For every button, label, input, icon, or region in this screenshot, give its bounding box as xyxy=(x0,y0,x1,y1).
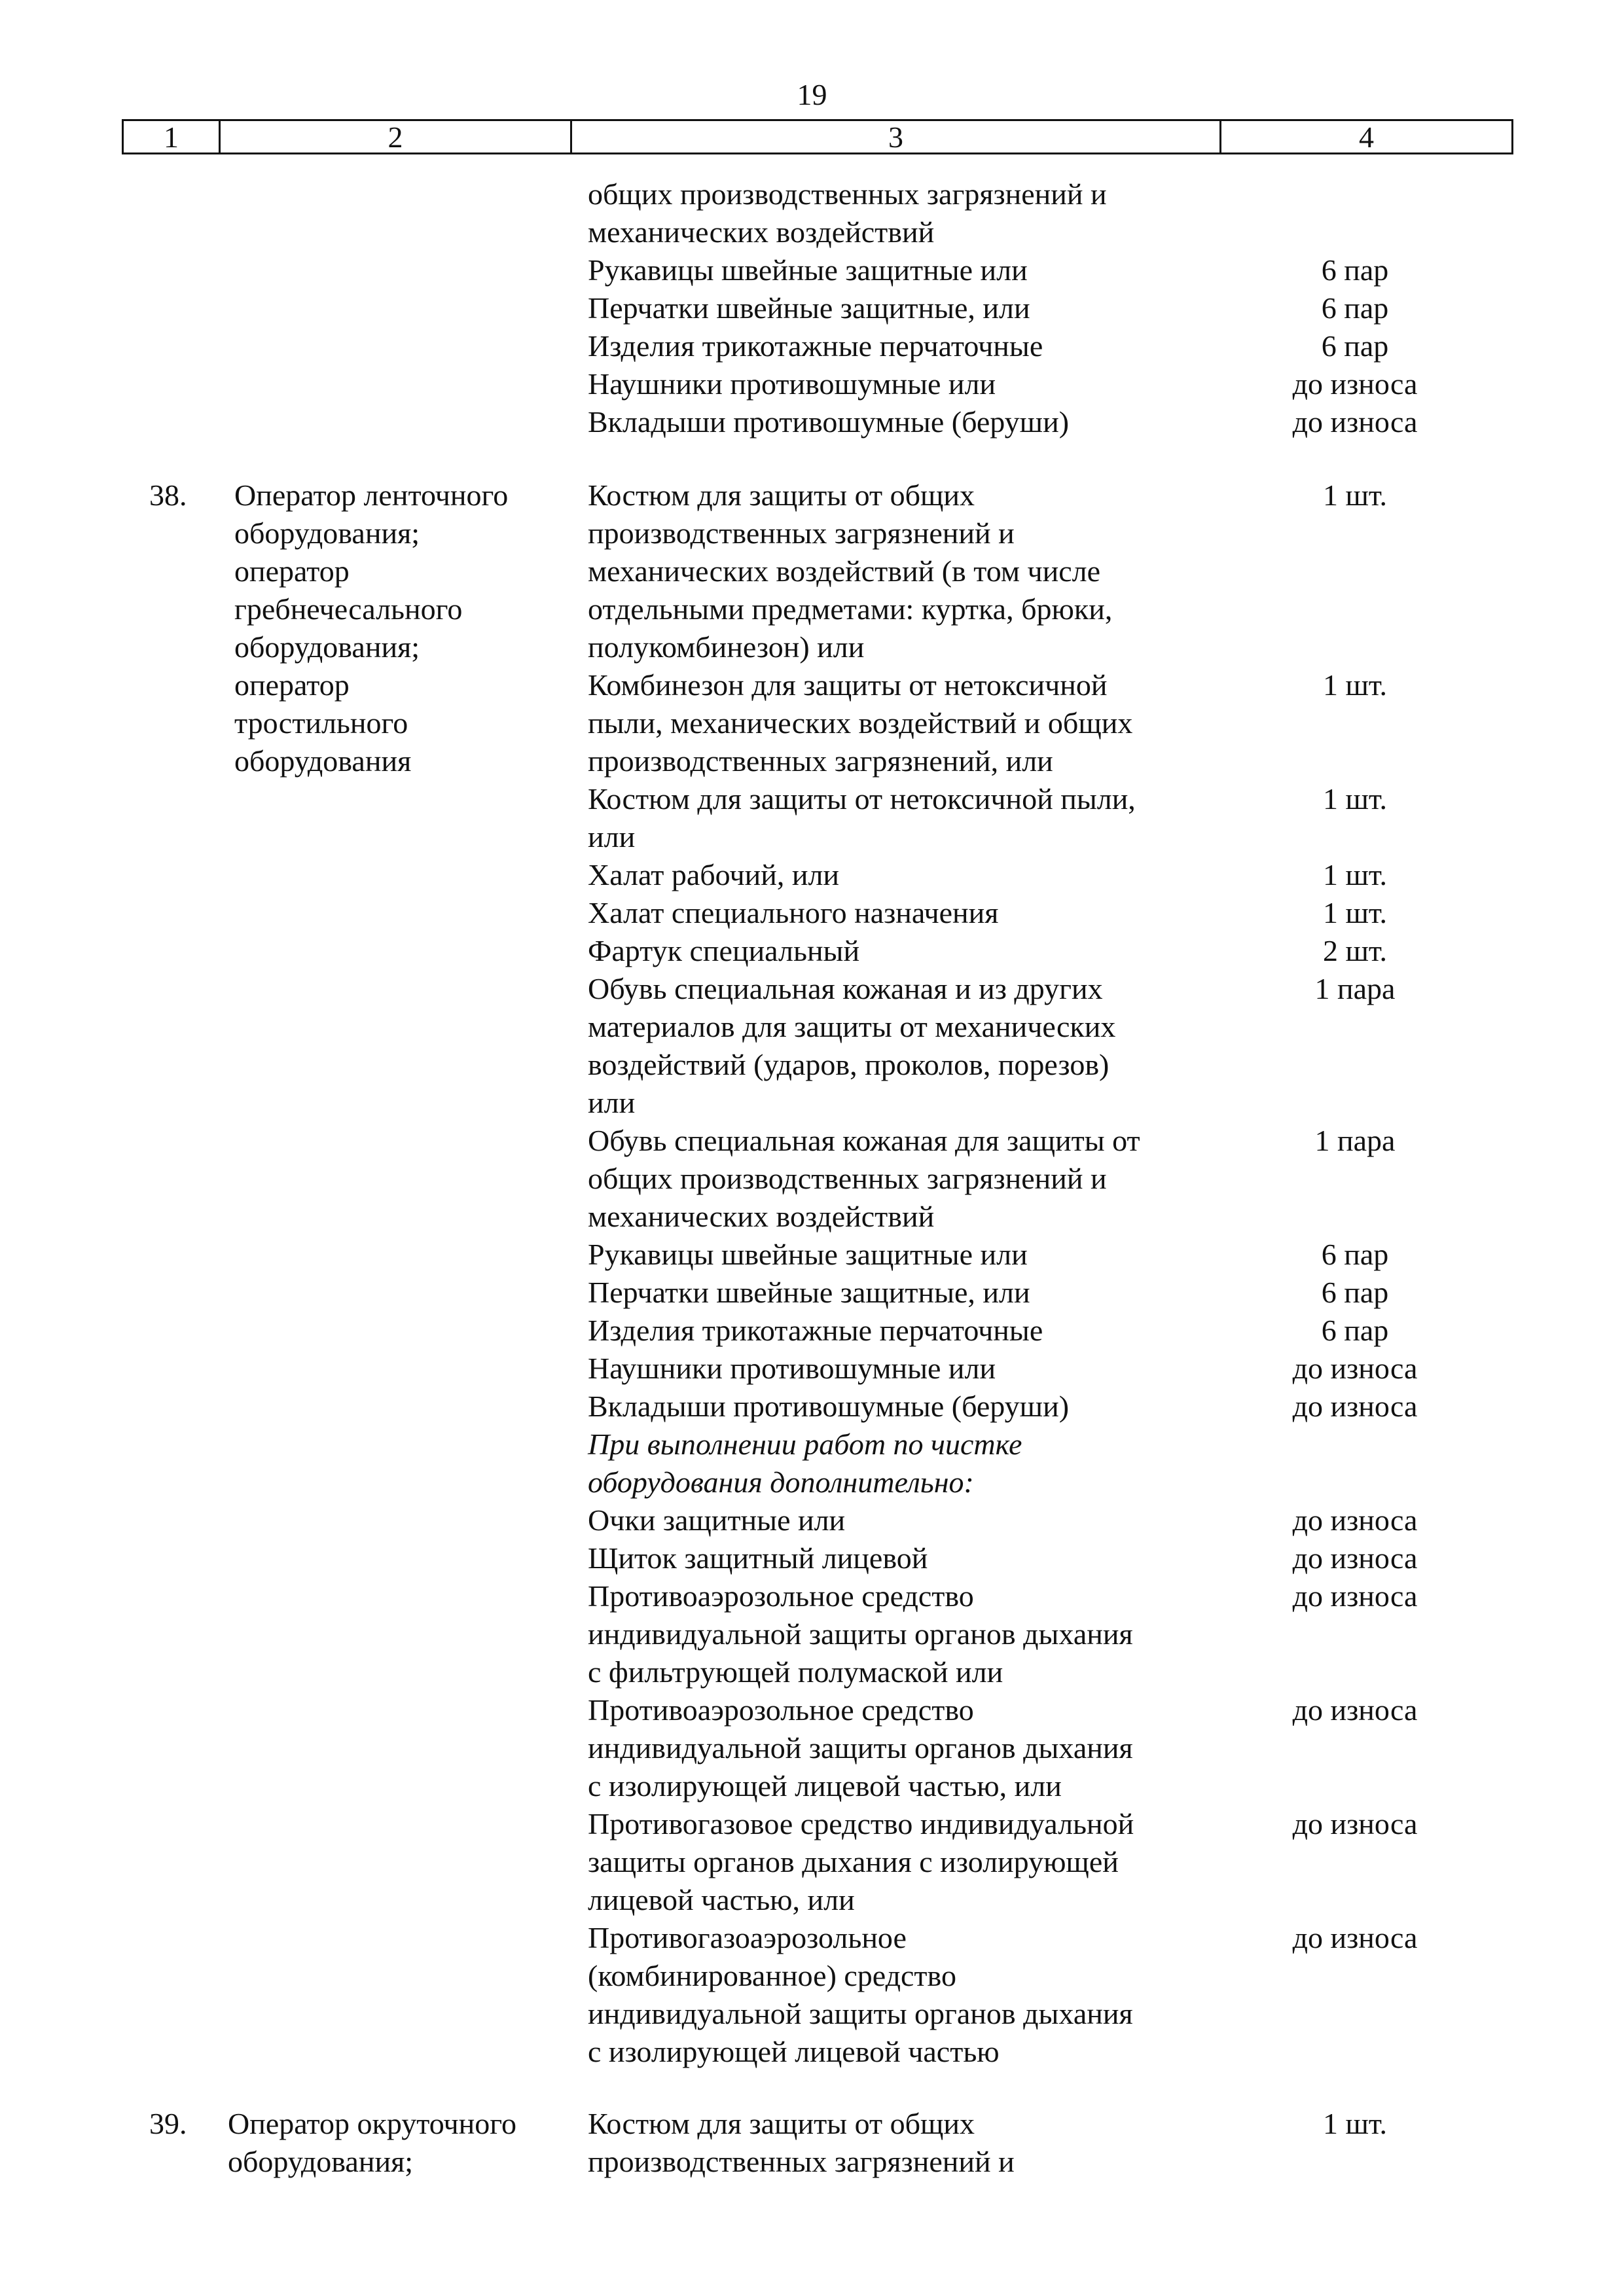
cont-desc-line: Перчатки швейные защитные, или xyxy=(588,291,1030,325)
row-39-profession: оборудования; xyxy=(228,2145,414,2178)
row-38-qty: до износа xyxy=(1292,1503,1418,1537)
row-38-profession: оборудования xyxy=(234,744,412,778)
row-38-desc-line: Обувь специальная кожаная для защиты от xyxy=(588,1124,1140,1157)
row-38-qty: до износа xyxy=(1292,1352,1418,1385)
row-38-desc-line: или xyxy=(588,1086,636,1119)
row-38-desc-line: Противогазовое средство индивидуальной xyxy=(588,1807,1134,1840)
cont-qty: до износа xyxy=(1292,405,1418,439)
row-38-qty: 1 шт. xyxy=(1322,782,1388,816)
row-38-desc-line: Противоаэрозольное средство xyxy=(588,1693,974,1727)
row-38-desc-line: Комбинезон для защиты от нетоксичной xyxy=(588,668,1108,702)
row-38-desc-line: пыли, механических воздействий и общих xyxy=(588,706,1133,740)
row-38-qty: до износа xyxy=(1292,1807,1418,1840)
header-col-2: 2 xyxy=(221,121,572,152)
row-38-profession: гребнечесального xyxy=(234,592,463,626)
row-38-desc-line: защиты органов дыхания с изолирующей xyxy=(588,1845,1119,1878)
row-38-profession: оборудования; xyxy=(234,516,420,550)
row-39-desc-line: производственных загрязнений и xyxy=(588,2145,1015,2178)
row-38-number: 38. xyxy=(149,478,187,512)
header-col-4: 4 xyxy=(1359,120,1374,154)
row-38-profession: Оператор ленточного xyxy=(234,478,509,512)
row-38-qty: 1 пара xyxy=(1314,972,1396,1005)
row-38-desc-line: общих производственных загрязнений и xyxy=(588,1162,1107,1195)
row-38-desc-line: полукомбинезон) или xyxy=(588,630,865,664)
cont-desc-line: Наушники противошумные или xyxy=(588,367,996,401)
row-38-qty: 1 шт. xyxy=(1322,858,1388,891)
row-38-desc-line: Вкладыши противошумные (беруши) xyxy=(588,1390,1070,1423)
row-39-desc-line: Костюм для защиты от общих xyxy=(588,2107,975,2140)
row-38-desc-line: механических воздействий xyxy=(588,1200,935,1233)
row-38-desc-line: воздействий (ударов, проколов, порезов) xyxy=(588,1048,1110,1081)
row-38-desc-line: индивидуальной защиты органов дыхания xyxy=(588,1731,1133,1765)
row-38-qty: до износа xyxy=(1292,1693,1418,1727)
row-38-desc-line: Изделия трикотажные перчаточные xyxy=(588,1314,1043,1347)
row-38-qty: 6 пар xyxy=(1321,1238,1389,1271)
header-col-1: 1 xyxy=(124,121,221,152)
row-38-desc-line: Очки защитные или xyxy=(588,1503,846,1537)
row-38-qty: до износа xyxy=(1292,1390,1418,1423)
row-38-desc-line: Противогазоаэрозольное xyxy=(588,1921,907,1954)
row-38-desc-line: индивидуальной защиты органов дыхания xyxy=(588,1617,1133,1651)
cont-qty: до износа xyxy=(1292,367,1418,401)
row-38-desc-line: Перчатки швейные защитные, или xyxy=(588,1276,1030,1309)
row-38-desc-line: Халат специального назначения xyxy=(588,896,999,929)
row-38-desc-line: (комбинированное) средство xyxy=(588,1959,956,1992)
row-38-profession: оператор xyxy=(234,554,350,588)
row-38-desc-line: или xyxy=(588,820,636,853)
row-38-desc-note: оборудования дополнительно: xyxy=(588,1465,974,1499)
cont-qty: 6 пар xyxy=(1321,291,1389,325)
row-38-desc-line: с изолирующей лицевой частью, или xyxy=(588,1769,1062,1803)
row-38-desc-line: Костюм для защиты от общих xyxy=(588,478,975,512)
header-col-3: 3 xyxy=(572,121,1221,152)
row-38-profession: оборудования; xyxy=(234,630,420,664)
row-38-desc-line: Наушники противошумные или xyxy=(588,1352,996,1385)
row-39-number: 39. xyxy=(149,2107,187,2140)
row-38-desc-line: производственных загрязнений, или xyxy=(588,744,1053,778)
row-39-profession: Оператор окруточного xyxy=(228,2107,516,2140)
row-38-desc-line: Щиток защитный лицевой xyxy=(588,1541,928,1575)
row-38-desc-line: Обувь специальная кожаная и из других xyxy=(588,972,1103,1005)
cont-desc-line: Рукавицы швейные защитные или xyxy=(588,253,1028,287)
row-38-desc-line: производственных загрязнений и xyxy=(588,516,1015,550)
row-38-desc-line: материалов для защиты от механических xyxy=(588,1010,1116,1043)
row-38-profession: оператор xyxy=(234,668,350,702)
row-38-qty: 2 шт. xyxy=(1322,934,1388,967)
row-39-qty: 1 шт. xyxy=(1322,2107,1388,2140)
row-38-desc-line: Фартук специальный xyxy=(588,934,860,967)
cont-qty: 6 пар xyxy=(1321,253,1389,287)
row-38-desc-line: Халат рабочий, или xyxy=(588,858,840,891)
row-38-desc-note: При выполнении работ по чистке xyxy=(588,1427,1022,1461)
cont-desc-line: Изделия трикотажные перчаточные xyxy=(588,329,1043,363)
row-38-qty: 1 шт. xyxy=(1322,896,1388,929)
row-38-qty: до износа xyxy=(1292,1579,1418,1613)
row-38-desc-line: Костюм для защиты от нетоксичной пыли, xyxy=(588,782,1136,816)
cont-qty: 6 пар xyxy=(1321,329,1389,363)
row-38-desc-line: Рукавицы швейные защитные или xyxy=(588,1238,1028,1271)
row-38-desc-line: механических воздействий (в том числе xyxy=(588,554,1101,588)
row-38-desc-line: индивидуальной защиты органов дыхания xyxy=(588,1997,1133,2030)
cont-desc-line: общих производственных загрязнений и xyxy=(588,177,1107,211)
row-38-desc-line: Противоаэрозольное средство xyxy=(588,1579,974,1613)
row-38-desc-line: с фильтрующей полумаской или xyxy=(588,1655,1003,1689)
row-38-desc-line: лицевой частью, или xyxy=(588,1883,855,1916)
row-38-qty: 6 пар xyxy=(1321,1276,1389,1309)
row-38-desc-line: с изолирующей лицевой частью xyxy=(588,2035,1000,2068)
row-38-profession: тростильного xyxy=(234,706,408,740)
row-38-qty: 6 пар xyxy=(1321,1314,1389,1347)
row-38-qty: 1 шт. xyxy=(1322,668,1388,702)
row-38-desc-line: отдельными предметами: куртка, брюки, xyxy=(588,592,1113,626)
page-number: 19 xyxy=(797,78,827,111)
row-38-qty: 1 шт. xyxy=(1322,478,1388,512)
row-38-qty: 1 пара xyxy=(1314,1124,1396,1157)
row-38-qty: до износа xyxy=(1292,1541,1418,1575)
cont-desc-line: механических воздействий xyxy=(588,215,935,249)
cont-desc-line: Вкладыши противошумные (беруши) xyxy=(588,405,1070,439)
row-38-qty: до износа xyxy=(1292,1921,1418,1954)
